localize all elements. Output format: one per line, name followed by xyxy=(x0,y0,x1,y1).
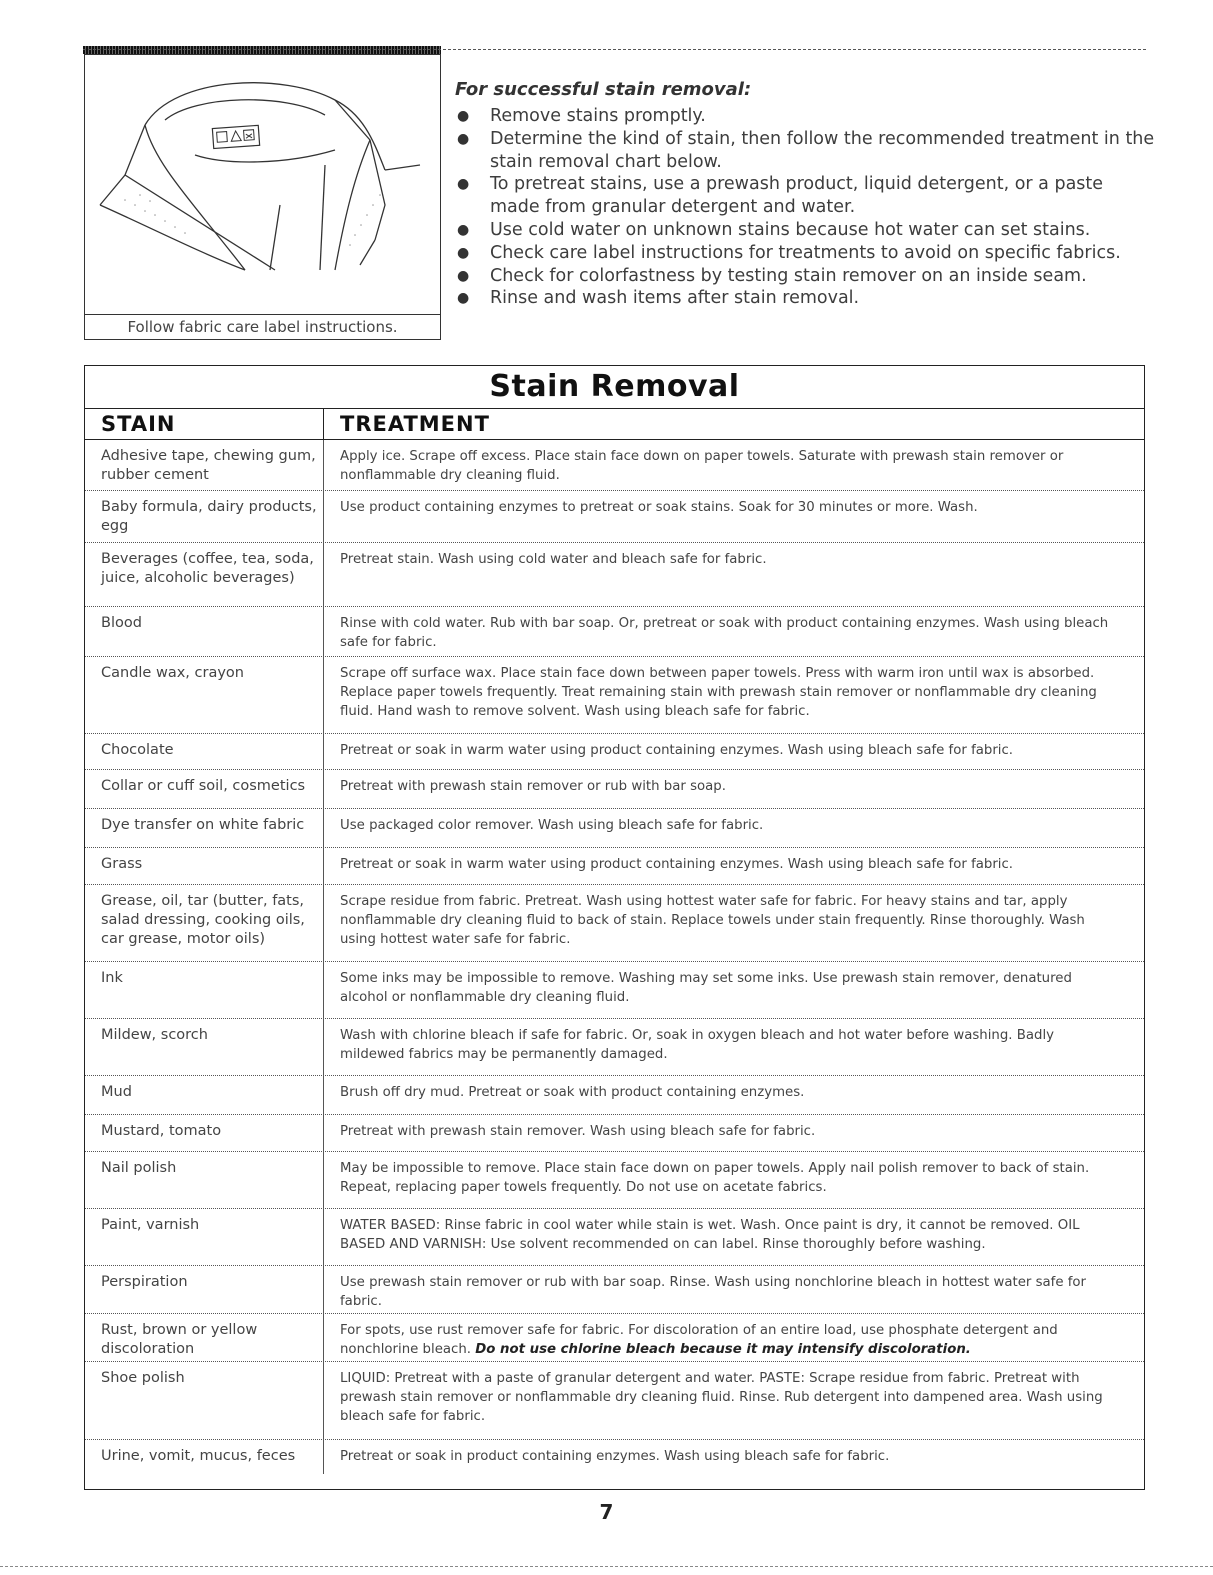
tip-text: Determine the kind of stain, then follow the recommended treatment in the stain removal chart below. xyxy=(490,128,1155,172)
treatment-cell: Pretreat stain. Wash using cold water and bleach safe for fabric. xyxy=(340,552,767,567)
tip-item xyxy=(455,219,1155,242)
treatment-cell: Some inks may be impossible to remove. Washing may set some inks. Use prewash stain remover, denatured alcohol or nonflammable dry cleaning fluid. xyxy=(340,971,1072,1005)
care-label-illustration xyxy=(84,54,441,340)
stain-cell: Perspiration xyxy=(85,1266,324,1313)
table-row xyxy=(85,1115,1144,1152)
bullet-icon: ● xyxy=(457,130,470,147)
stain-cell: Urine, vomit, mucus, feces xyxy=(85,1440,324,1474)
table-header-row xyxy=(85,409,1144,440)
stain-cell: Baby formula, dairy products, egg xyxy=(85,491,324,542)
table-row xyxy=(85,1209,1144,1266)
treatment-cell: Use packaged color remover. Wash using bleach safe for fabric. xyxy=(340,818,764,833)
top-rule-heavy xyxy=(83,46,441,54)
bullet-icon: ● xyxy=(457,221,470,238)
stain-cell: Mud xyxy=(85,1076,324,1114)
bullet-icon: ● xyxy=(457,290,470,307)
tips-list xyxy=(455,105,1155,310)
tip-text: Remove stains promptly. xyxy=(490,106,706,126)
table-row xyxy=(85,1362,1144,1440)
stain-removal-tips xyxy=(455,79,1155,310)
stain-cell: Nail polish xyxy=(85,1152,324,1208)
tip-item xyxy=(455,265,1155,288)
stain-cell: Collar or cuff soil, cosmetics xyxy=(85,770,324,808)
header-stain: STAIN xyxy=(85,409,324,439)
stain-removal-table xyxy=(84,365,1145,1490)
stain-cell: Candle wax, crayon xyxy=(85,657,324,733)
treatment-text: For spots, use rust remover safe for fabric. For discoloration of an entire load, use phosphate detergent and nonchlorine bleach. xyxy=(340,1323,1058,1357)
treatment-cell: WATER BASED: Rinse fabric in cool water while stain is wet. Wash. Once paint is dry, it cannot be removed. OIL BASED AND VARNISH: Use solvent recommended on can label. Rinse thoroughly before washing. xyxy=(340,1218,1080,1252)
stain-cell: Grease, oil, tar (butter, fats, salad dressing, cooking oils, car grease, motor oils) xyxy=(85,885,324,961)
stain-cell: Beverages (coffee, tea, soda, juice, alcoholic beverages) xyxy=(85,543,324,606)
stain-cell: Chocolate xyxy=(85,734,324,769)
stain-cell: Grass xyxy=(85,848,324,884)
table-row xyxy=(85,1019,1144,1076)
table-row xyxy=(85,1266,1144,1314)
tip-text: Use cold water on unknown stains because hot water can set stains. xyxy=(490,219,1091,240)
stain-cell: Ink xyxy=(85,962,324,1018)
bullet-icon: ● xyxy=(457,244,470,261)
tip-text: Check for colorfastness by testing stain remover on an inside seam. xyxy=(490,265,1087,286)
tip-item xyxy=(455,242,1155,265)
header-treatment: TREATMENT xyxy=(340,412,490,436)
table-row xyxy=(85,962,1144,1019)
table-row xyxy=(85,885,1144,962)
tip-item xyxy=(455,105,1155,128)
table-row xyxy=(85,657,1144,734)
table-row xyxy=(85,440,1144,491)
treatment-cell: Use prewash stain remover or rub with bar soap. Rinse. Wash using nonchlorine bleach in hottest water safe for fabric. xyxy=(340,1275,1087,1309)
table-row xyxy=(85,848,1144,885)
stain-cell: Paint, varnish xyxy=(85,1209,324,1265)
treatment-cell: May be impossible to remove. Place stain face down on paper towels. Apply nail polish remover to back of stain. Repeat, replacing paper towels frequently. Do not use on acetate fabrics. xyxy=(340,1161,1090,1195)
tips-title: For successful stain removal: xyxy=(455,79,752,100)
tip-text: Check care label instructions for treatments to avoid on specific fabrics. xyxy=(490,242,1121,263)
treatment-cell: Pretreat with prewash stain remover. Wash using bleach safe for fabric. xyxy=(340,1124,816,1139)
treatment-cell: Pretreat or soak in warm water using product containing enzymes. Wash using bleach safe for fabric. xyxy=(340,857,1014,872)
tip-item xyxy=(455,128,1155,174)
stain-cell: Rust, brown or yellow discoloration xyxy=(85,1314,324,1361)
table-row xyxy=(85,770,1144,809)
table-row xyxy=(85,607,1144,657)
tip-text: Rinse and wash items after stain removal. xyxy=(490,288,860,309)
treatment-cell: Rinse with cold water. Rub with bar soap. Or, pretreat or soak with product containing enzymes. Wash using bleach safe for fabric. xyxy=(340,616,1109,650)
treatment-cell: Brush off dry mud. Pretreat or soak with product containing enzymes. xyxy=(340,1085,805,1100)
stain-cell: Blood xyxy=(85,607,324,656)
treatment-cell: Pretreat with prewash stain remover or rub with bar soap. xyxy=(340,779,726,794)
table-row xyxy=(85,491,1144,543)
shirt-collar-drawing xyxy=(85,55,440,315)
treatment-cell: Pretreat or soak in warm water using product containing enzymes. Wash using bleach safe for fabric. xyxy=(340,743,1014,758)
table-row xyxy=(85,1076,1144,1115)
page-number: 7 xyxy=(599,1500,614,1524)
table-row xyxy=(85,1314,1144,1362)
treatment-cell: LIQUID: Pretreat with a paste of granular detergent and water. PASTE: Scrape residue from fabric. Pretreat with prewash stain remover or nonflammable dry cleaning fluid. Rinse. Rub detergent into dampened area. Wash using bleach safe for fabric. xyxy=(340,1371,1103,1424)
table-row xyxy=(85,543,1144,607)
top-rule xyxy=(83,49,1146,50)
treatment-cell: Scrape off surface wax. Place stain face down between paper towels. Press with warm iron until wax is absorbed. Replace paper towels frequently. Treat remaining stain with prewash stain remover or nonflammable dry cleaning fluid. Hand wash to remove solvent. Wash using bleach safe for fabric. xyxy=(340,666,1097,719)
treatment-cell xyxy=(324,1314,1144,1361)
tip-text: To pretreat stains, use a prewash product, liquid detergent, or a paste made from granular detergent and water. xyxy=(490,174,1104,218)
table-title: Stain Removal xyxy=(85,366,1144,409)
table-row xyxy=(85,1152,1144,1209)
illustration-caption: Follow fabric care label instructions. xyxy=(85,314,440,339)
stain-cell: Shoe polish xyxy=(85,1362,324,1439)
treatment-cell: Use product containing enzymes to pretreat or soak stains. Soak for 30 minutes or more. Wash. xyxy=(340,500,978,515)
bullet-icon: ● xyxy=(457,108,470,124)
bullet-icon: ● xyxy=(457,267,470,284)
table-row xyxy=(85,1440,1144,1474)
table-row xyxy=(85,734,1144,770)
stain-cell: Adhesive tape, chewing gum, rubber cement xyxy=(85,440,324,490)
treatment-warning: Do not use chlorine bleach because it may intensify discoloration. xyxy=(475,1342,971,1357)
stain-cell: Dye transfer on white fabric xyxy=(85,809,324,847)
treatment-cell: Apply ice. Scrape off excess. Place stain face down on paper towels. Saturate with prewash stain remover or nonflammable dry cleaning fluid. xyxy=(340,449,1064,483)
stain-cell: Mustard, tomato xyxy=(85,1115,324,1151)
bottom-rule xyxy=(0,1566,1213,1567)
treatment-cell: Scrape residue from fabric. Pretreat. Wash using hottest water safe for fabric. For heavy stains and tar, apply nonflammable dry cleaning fluid to back of stain. Replace towels under stain frequently. Rinse thoroughly. Wash using hottest water safe for fabric. xyxy=(340,894,1085,947)
tip-item xyxy=(455,287,1155,310)
table-row xyxy=(85,809,1144,848)
stain-cell: Mildew, scorch xyxy=(85,1019,324,1075)
treatment-cell: Wash with chlorine bleach if safe for fabric. Or, soak in oxygen bleach and hot water before washing. Badly mildewed fabrics may be permanently damaged. xyxy=(340,1028,1055,1062)
treatment-cell: Pretreat or soak in product containing enzymes. Wash using bleach safe for fabric. xyxy=(340,1449,890,1464)
tip-item xyxy=(455,173,1155,219)
bullet-icon: ● xyxy=(457,176,470,193)
